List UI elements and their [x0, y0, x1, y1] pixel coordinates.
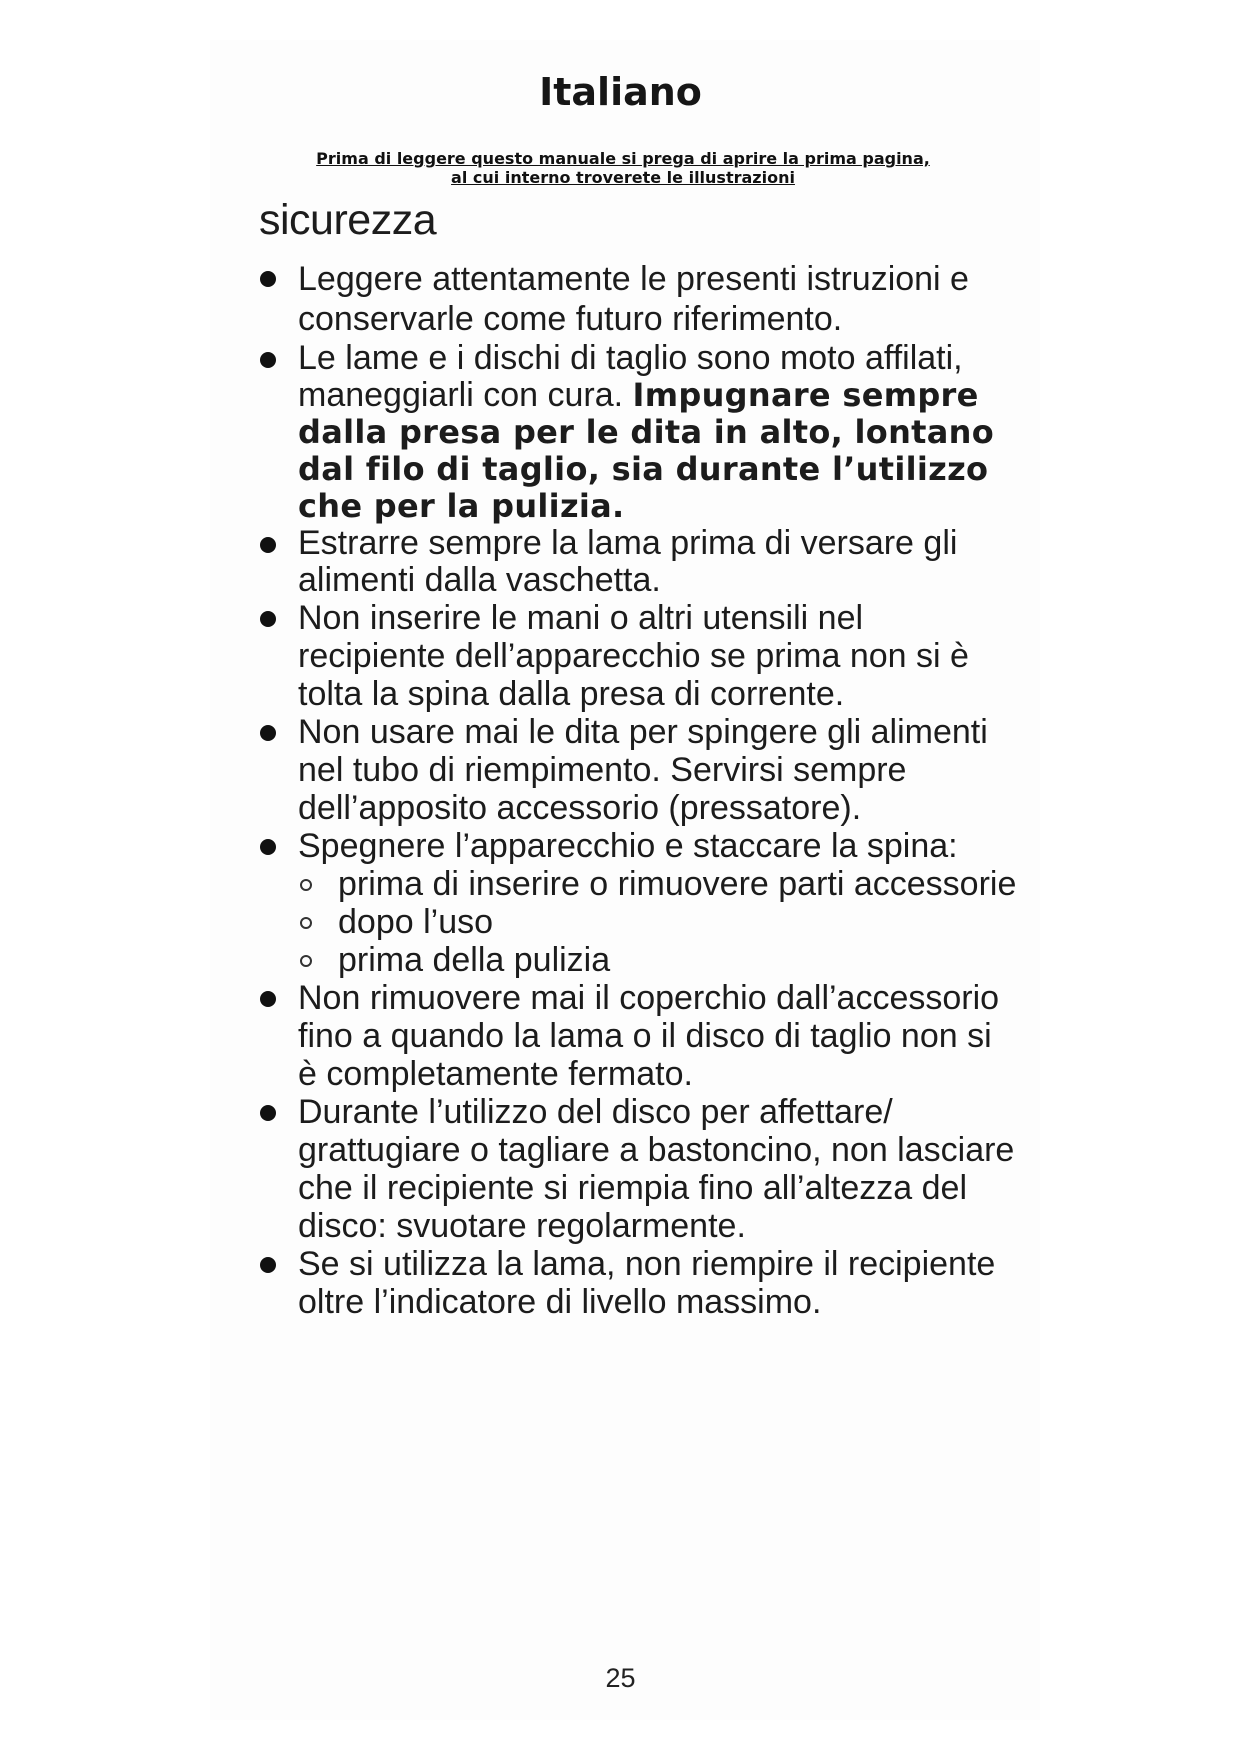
list-item — [258, 525, 1018, 599]
item-text: Non rimuovere mai il coperchio dall’accessorio fino a quando la lama o il disco di taglio non si è completamente fermato. — [298, 979, 1000, 1093]
item-text: Se si utilizza la lama, non riempire il recipiente oltre l’indicatore di livello massimo. — [298, 1245, 996, 1321]
circle-bullet-icon — [300, 879, 312, 891]
bullet-icon — [260, 611, 276, 627]
circle-bullet-icon — [300, 917, 312, 929]
item-text: Spegnere l’apparecchio e staccare la spina: — [298, 827, 958, 865]
item-text: Le lame e i dischi di taglio sono moto affilati, maneggiarli con cura. — [298, 339, 963, 414]
sub-item-text: prima di inserire o rimuovere parti accessorie — [338, 865, 1017, 903]
item-text: Estrarre sempre la lama prima di versare gli alimenti dalla vaschetta. — [298, 524, 958, 599]
sub-item-text: dopo l’uso — [338, 903, 494, 941]
bullet-icon — [260, 271, 276, 287]
bullet-icon — [260, 352, 276, 368]
sub-list-item — [298, 941, 1018, 979]
item-text: Leggere attentamente le presenti istruzioni e conservarle come futuro riferimento. — [298, 260, 969, 338]
list-item — [258, 713, 1018, 827]
safety-list — [258, 259, 1018, 1321]
bullet-icon — [260, 1257, 276, 1273]
item-text: Non inserire le mani o altri utensili nel recipiente dell’apparecchio se prima non si è tolta la spina dalla presa di corrente. — [298, 599, 969, 713]
bullet-icon — [260, 725, 276, 741]
list-item — [258, 979, 1018, 1093]
list-item — [258, 599, 1018, 713]
bullet-icon — [260, 839, 276, 855]
section-heading: sicurezza — [259, 196, 437, 244]
sub-list-item — [298, 865, 1018, 903]
item-text: Durante l’utilizzo del disco per affettare/ grattugiare o tagliare a bastoncino, non lasciare che il recipiente si riempia fino all’altezza del disco: svuotare regolarmente. — [298, 1093, 1015, 1245]
bullet-icon — [260, 1105, 276, 1121]
illustration-notice — [268, 149, 978, 187]
sub-list — [298, 865, 1018, 979]
notice-line-2: al cui interno troverete le illustrazioni — [451, 168, 795, 187]
list-item — [258, 340, 1018, 525]
page-number: 25 — [605, 1663, 636, 1693]
list-item — [258, 259, 1018, 339]
notice-line-1: Prima di leggere questo manuale si prega di aprire la prima pagina, — [316, 149, 930, 168]
bullet-icon — [260, 537, 276, 553]
list-item — [258, 827, 1018, 979]
sub-item-text: prima della pulizia — [338, 941, 611, 979]
item-bold-text: Impugnare sempre dalla presa per le dita in alto, lontano dal filo di taglio, sia durante l’utilizzo che per la pulizia. — [298, 376, 995, 525]
bullet-icon — [260, 991, 276, 1007]
list-item — [258, 1093, 1018, 1245]
circle-bullet-icon — [300, 955, 312, 967]
item-text: Non usare mai le dita per spingere gli alimenti nel tubo di riempimento. Servirsi sempre dell’apposito accessorio (pressatore). — [298, 713, 988, 827]
list-item — [258, 1245, 1018, 1321]
sub-list-item — [298, 903, 1018, 941]
page-title: Italiano — [539, 70, 702, 114]
